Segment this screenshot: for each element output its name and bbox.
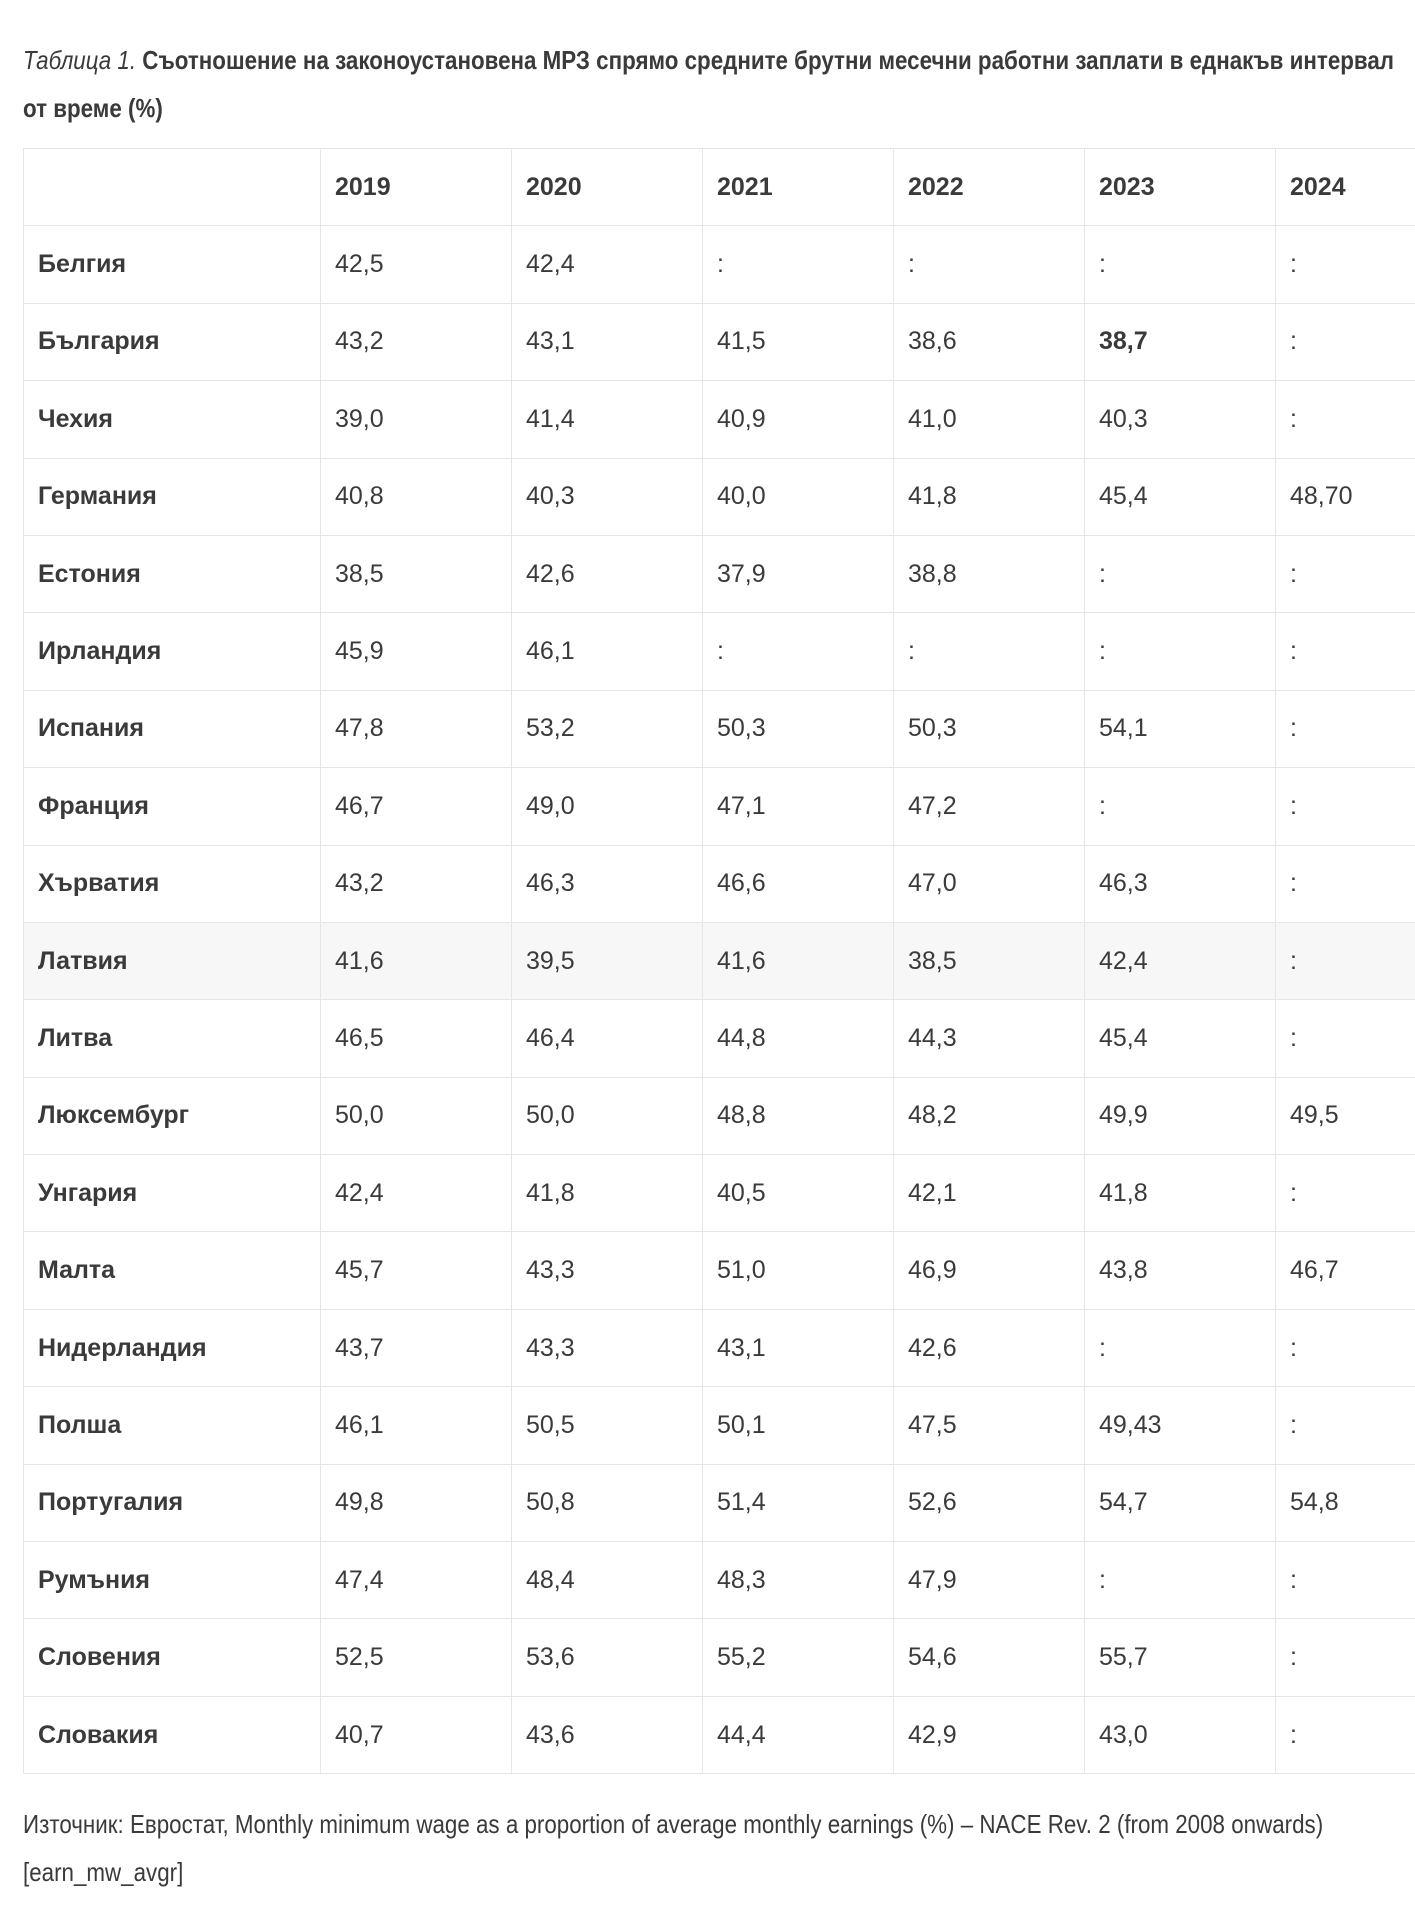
value-cell: 46,3 bbox=[1085, 845, 1276, 922]
value-cell: 47,2 bbox=[894, 768, 1085, 845]
value-cell: 53,2 bbox=[512, 690, 703, 767]
value-cell: 53,6 bbox=[512, 1619, 703, 1696]
value-cell: 40,0 bbox=[703, 458, 894, 535]
value-cell: 47,1 bbox=[703, 768, 894, 845]
header-year-cell: 2023 bbox=[1085, 149, 1276, 226]
value-cell: 41,0 bbox=[894, 381, 1085, 458]
value-cell: : bbox=[1276, 1000, 1415, 1077]
value-cell: : bbox=[1276, 1619, 1415, 1696]
row-country-cell: Ирландия bbox=[24, 613, 321, 690]
document-page bbox=[23, 0, 1415, 1887]
value-cell: 50,3 bbox=[894, 690, 1085, 767]
value-cell: : bbox=[1085, 1542, 1276, 1619]
value-cell: 50,3 bbox=[703, 690, 894, 767]
row-country-cell: България bbox=[24, 303, 321, 380]
row-country-cell: Португалия bbox=[24, 1464, 321, 1541]
value-cell: 40,7 bbox=[321, 1696, 512, 1773]
value-cell: : bbox=[1276, 613, 1415, 690]
value-cell: 40,5 bbox=[703, 1155, 894, 1232]
value-cell: : bbox=[703, 226, 894, 303]
table-row bbox=[24, 1077, 1415, 1154]
value-cell: 41,8 bbox=[512, 1155, 703, 1232]
value-cell: 55,2 bbox=[703, 1619, 894, 1696]
value-cell: 50,5 bbox=[512, 1387, 703, 1464]
value-cell: 49,8 bbox=[321, 1464, 512, 1541]
table-header bbox=[24, 149, 1415, 226]
value-cell: 42,6 bbox=[512, 535, 703, 612]
table-row bbox=[24, 1464, 1415, 1541]
row-country-cell: Белгия bbox=[24, 226, 321, 303]
row-country-cell: Словакия bbox=[24, 1696, 321, 1773]
header-corner-cell bbox=[24, 149, 321, 226]
value-cell: 46,1 bbox=[321, 1387, 512, 1464]
table-row bbox=[24, 613, 1415, 690]
value-cell: 40,3 bbox=[1085, 381, 1276, 458]
value-cell: 44,3 bbox=[894, 1000, 1085, 1077]
value-cell: 43,8 bbox=[1085, 1232, 1276, 1309]
value-cell: 54,8 bbox=[1276, 1464, 1415, 1541]
value-cell: 42,4 bbox=[1085, 922, 1276, 999]
value-cell: 43,1 bbox=[512, 303, 703, 380]
value-cell: 49,43 bbox=[1085, 1387, 1276, 1464]
table-row bbox=[24, 1619, 1415, 1696]
table-row bbox=[24, 381, 1415, 458]
value-cell: 46,6 bbox=[703, 845, 894, 922]
value-cell: 40,3 bbox=[512, 458, 703, 535]
header-year-cell: 2022 bbox=[894, 149, 1085, 226]
value-cell: 47,9 bbox=[894, 1542, 1085, 1619]
value-cell: 47,4 bbox=[321, 1542, 512, 1619]
row-country-cell: Франция bbox=[24, 768, 321, 845]
value-cell: 45,7 bbox=[321, 1232, 512, 1309]
row-country-cell: Хърватия bbox=[24, 845, 321, 922]
row-country-cell: Латвия bbox=[24, 922, 321, 999]
row-country-cell: Испания bbox=[24, 690, 321, 767]
value-cell: 41,8 bbox=[1085, 1155, 1276, 1232]
value-cell: 43,7 bbox=[321, 1309, 512, 1386]
value-cell: 43,3 bbox=[512, 1232, 703, 1309]
value-cell: 41,8 bbox=[894, 458, 1085, 535]
value-cell: 45,4 bbox=[1085, 1000, 1276, 1077]
value-cell: : bbox=[1276, 1696, 1415, 1773]
table-body bbox=[24, 226, 1415, 1774]
table-row bbox=[24, 1387, 1415, 1464]
value-cell: 49,0 bbox=[512, 768, 703, 845]
value-cell: 42,1 bbox=[894, 1155, 1085, 1232]
value-cell: 43,1 bbox=[703, 1309, 894, 1386]
row-country-cell: Словения bbox=[24, 1619, 321, 1696]
value-cell: 45,9 bbox=[321, 613, 512, 690]
value-cell: 38,6 bbox=[894, 303, 1085, 380]
table-row bbox=[24, 845, 1415, 922]
value-cell: : bbox=[703, 613, 894, 690]
table-row bbox=[24, 1696, 1415, 1773]
value-cell: 42,5 bbox=[321, 226, 512, 303]
value-cell: 42,4 bbox=[512, 226, 703, 303]
row-country-cell: Нидерландия bbox=[24, 1309, 321, 1386]
value-cell: : bbox=[894, 613, 1085, 690]
header-row bbox=[24, 149, 1415, 226]
value-cell: 49,9 bbox=[1085, 1077, 1276, 1154]
value-cell: 47,5 bbox=[894, 1387, 1085, 1464]
value-cell: 46,5 bbox=[321, 1000, 512, 1077]
value-cell: 43,2 bbox=[321, 303, 512, 380]
value-cell: 38,5 bbox=[894, 922, 1085, 999]
value-cell: 48,2 bbox=[894, 1077, 1085, 1154]
source-note: Източник: Евростат, Monthly minimum wage as a proportion of average monthly earnings (%) – NACE Rev. 2 (from 2008 onwards) [earn_mw_avgr] bbox=[23, 1809, 1324, 1887]
value-cell: 44,8 bbox=[703, 1000, 894, 1077]
value-cell: 45,4 bbox=[1085, 458, 1276, 535]
value-cell: 46,1 bbox=[512, 613, 703, 690]
value-cell: 47,0 bbox=[894, 845, 1085, 922]
value-cell: : bbox=[1276, 922, 1415, 999]
table-row bbox=[24, 768, 1415, 845]
table-row bbox=[24, 303, 1415, 380]
table-row bbox=[24, 1000, 1415, 1077]
value-cell: 46,7 bbox=[1276, 1232, 1415, 1309]
value-cell: 52,6 bbox=[894, 1464, 1085, 1541]
value-cell: 47,8 bbox=[321, 690, 512, 767]
value-cell: 39,0 bbox=[321, 381, 512, 458]
row-country-cell: Чехия bbox=[24, 381, 321, 458]
value-cell: 43,3 bbox=[512, 1309, 703, 1386]
value-cell: 46,7 bbox=[321, 768, 512, 845]
value-cell: : bbox=[1276, 1387, 1415, 1464]
table-row bbox=[24, 922, 1415, 999]
header-year-cell: 2019 bbox=[321, 149, 512, 226]
value-cell: 50,8 bbox=[512, 1464, 703, 1541]
row-country-cell: Малта bbox=[24, 1232, 321, 1309]
value-cell: 49,5 bbox=[1276, 1077, 1415, 1154]
value-cell: 50,1 bbox=[703, 1387, 894, 1464]
value-cell: 38,8 bbox=[894, 535, 1085, 612]
value-cell: 37,9 bbox=[703, 535, 894, 612]
value-cell: 54,7 bbox=[1085, 1464, 1276, 1541]
value-cell: 54,6 bbox=[894, 1619, 1085, 1696]
table-row bbox=[24, 1155, 1415, 1232]
value-cell: 51,0 bbox=[703, 1232, 894, 1309]
value-cell: 42,4 bbox=[321, 1155, 512, 1232]
row-country-cell: Литва bbox=[24, 1000, 321, 1077]
value-cell: 46,3 bbox=[512, 845, 703, 922]
value-cell: 48,3 bbox=[703, 1542, 894, 1619]
value-cell: 52,5 bbox=[321, 1619, 512, 1696]
value-cell: : bbox=[1085, 226, 1276, 303]
value-cell: : bbox=[1276, 535, 1415, 612]
row-country-cell: Румъния bbox=[24, 1542, 321, 1619]
row-country-cell: Полша bbox=[24, 1387, 321, 1464]
value-cell: 40,9 bbox=[703, 381, 894, 458]
value-cell: : bbox=[1276, 845, 1415, 922]
value-cell: 48,4 bbox=[512, 1542, 703, 1619]
value-cell: 41,4 bbox=[512, 381, 703, 458]
value-cell: 50,0 bbox=[512, 1077, 703, 1154]
value-cell: 43,2 bbox=[321, 845, 512, 922]
row-country-cell: Естония bbox=[24, 535, 321, 612]
caption-label: Таблица 1. bbox=[23, 45, 137, 75]
table-row bbox=[24, 1232, 1415, 1309]
value-cell: 51,4 bbox=[703, 1464, 894, 1541]
value-cell: 40,8 bbox=[321, 458, 512, 535]
value-cell: 54,1 bbox=[1085, 690, 1276, 767]
table-row bbox=[24, 458, 1415, 535]
table-row bbox=[24, 535, 1415, 612]
value-cell: : bbox=[1085, 535, 1276, 612]
value-cell: 41,6 bbox=[321, 922, 512, 999]
emphasized-value: 38,7 bbox=[1099, 327, 1148, 356]
value-cell: 42,6 bbox=[894, 1309, 1085, 1386]
value-cell bbox=[1085, 303, 1276, 380]
value-cell: 43,0 bbox=[1085, 1696, 1276, 1773]
value-cell: : bbox=[1276, 226, 1415, 303]
value-cell: : bbox=[1276, 303, 1415, 380]
header-year-cell: 2020 bbox=[512, 149, 703, 226]
value-cell: 44,4 bbox=[703, 1696, 894, 1773]
value-cell: : bbox=[1276, 768, 1415, 845]
value-cell: 41,6 bbox=[703, 922, 894, 999]
table-row bbox=[24, 690, 1415, 767]
value-cell: 48,70 bbox=[1276, 458, 1415, 535]
value-cell: 46,4 bbox=[512, 1000, 703, 1077]
table-caption bbox=[23, 0, 1415, 132]
value-cell: : bbox=[894, 226, 1085, 303]
value-cell: 50,0 bbox=[321, 1077, 512, 1154]
value-cell: 41,5 bbox=[703, 303, 894, 380]
value-cell: 42,9 bbox=[894, 1696, 1085, 1773]
table-row bbox=[24, 226, 1415, 303]
table-row bbox=[24, 1309, 1415, 1386]
row-country-cell: Люксембург bbox=[24, 1077, 321, 1154]
value-cell: : bbox=[1276, 1309, 1415, 1386]
value-cell: : bbox=[1085, 1309, 1276, 1386]
table-row bbox=[24, 1542, 1415, 1619]
caption-title: Съотношение на законоустановена МРЗ спрямо средните брутни месечни работни заплати в еднакъв интервал от време (%) bbox=[23, 45, 1395, 123]
value-cell: : bbox=[1276, 690, 1415, 767]
row-country-cell: Унгария bbox=[24, 1155, 321, 1232]
value-cell: 39,5 bbox=[512, 922, 703, 999]
value-cell: 48,8 bbox=[703, 1077, 894, 1154]
minimum-wage-table bbox=[23, 148, 1415, 1774]
row-country-cell: Германия bbox=[24, 458, 321, 535]
value-cell: : bbox=[1276, 1542, 1415, 1619]
value-cell: : bbox=[1085, 768, 1276, 845]
value-cell: : bbox=[1276, 1155, 1415, 1232]
value-cell: 38,5 bbox=[321, 535, 512, 612]
value-cell: : bbox=[1276, 381, 1415, 458]
value-cell: 46,9 bbox=[894, 1232, 1085, 1309]
value-cell: 43,6 bbox=[512, 1696, 703, 1773]
header-year-cell: 2021 bbox=[703, 149, 894, 226]
value-cell: 55,7 bbox=[1085, 1619, 1276, 1696]
header-year-cell: 2024 bbox=[1276, 149, 1415, 226]
value-cell: : bbox=[1085, 613, 1276, 690]
